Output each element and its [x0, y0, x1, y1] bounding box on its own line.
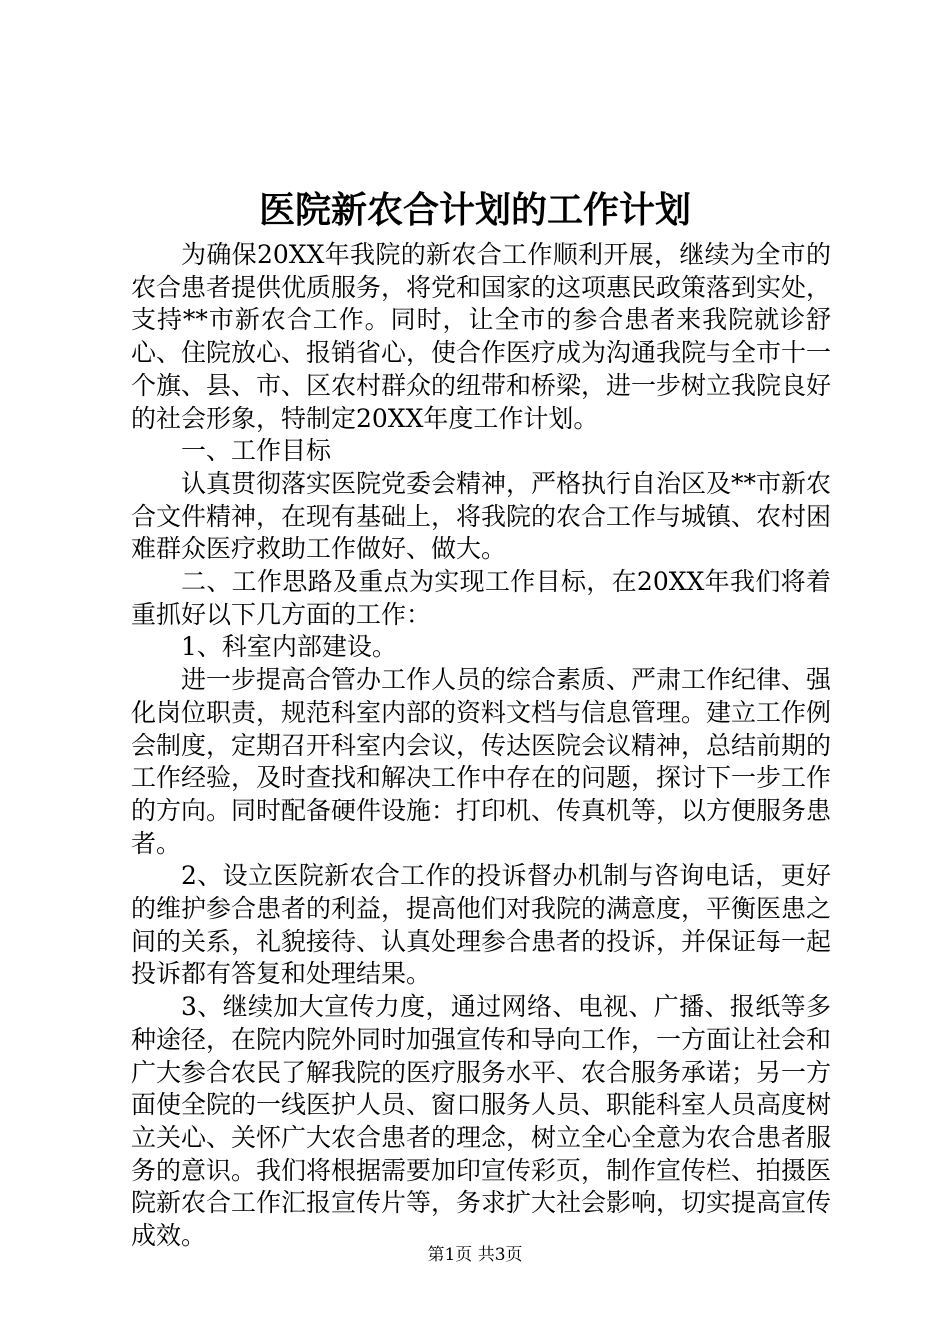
- heading-work-approach: 二、工作思路及重点为实现工作目标，在20XX年我们将着重抓好以下几方面的工作：: [131, 567, 831, 629]
- paragraph-intro: 为确保20XX年我院的新农合工作顺利开展，继续为全市的农合患者提供优质服务，将党和国家的这项惠民政策落到实处，支持**市新农合工作。同时，让全市的参合患者来我院就诊舒心、住院放心、报销省心，使合作医疗成为沟通我院与全市十一个旗、县、市、区农村群众的纽带和桥梁，进一步树立我院良好的社会形象，特制定20XX年度工作计划。: [131, 240, 832, 433]
- paragraph-department-building: 进一步提高合管办工作人员的综合素质、严肃工作纪律、强化岗位职责，规范科室内部的资料文档与信息管理。建立工作例会制度，定期召开科室内会议，传达医院会议精神，总结前期的工作经验，及时查找和解决工作中存在的问题，探讨下一步工作的方向。同时配备硬件设施：打印机、传真机等，以方便服务患者。: [131, 665, 832, 858]
- paragraph-goal: 认真贯彻落实医院党委会精神，严格执行自治区及**市新农合文件精神，在现有基础上，将我院的农合工作与城镇、农村困难群众医疗救助工作做好、做大。: [131, 468, 832, 564]
- document-title: 医院新农合计划的工作计划: [258, 189, 691, 231]
- paragraph-publicity: 3、继续加大宣传力度，通过网络、电视、广播、报纸等多种途径，在院内院外同时加强宣传和导向工作，一方面让社会和广大参合农民了解我院的医疗服务水平、农合服务承诺；另一方面使全院的一线医护人员、窗口服务人员、职能科室人员高度树立关心、关怀广大农合患者的理念，树立全心全意为农合患者服务的意识。我们将根据需要加印宣传彩页，制作宣传栏、拍摄医院新农合工作汇报宣传片等，务求扩大社会影响，切实提高宣传成效。: [131, 992, 832, 1251]
- page-number-footer: 第1页 共3页: [427, 1245, 523, 1265]
- subheading-department-building: 1、科室内部建设。: [181, 632, 397, 662]
- paragraph-complaint-mechanism: 2、设立医院新农合工作的投诉督办机制与咨询电话，更好的维护参合患者的利益，提高他们对我院的满意度，平衡医患之间的关系，礼貌接待、认真处理参合患者的投诉，并保证每一起投诉都有答复和处理结果。: [131, 861, 832, 989]
- heading-work-goal: 一、工作目标: [181, 436, 332, 466]
- document-body: [131, 239, 831, 1253]
